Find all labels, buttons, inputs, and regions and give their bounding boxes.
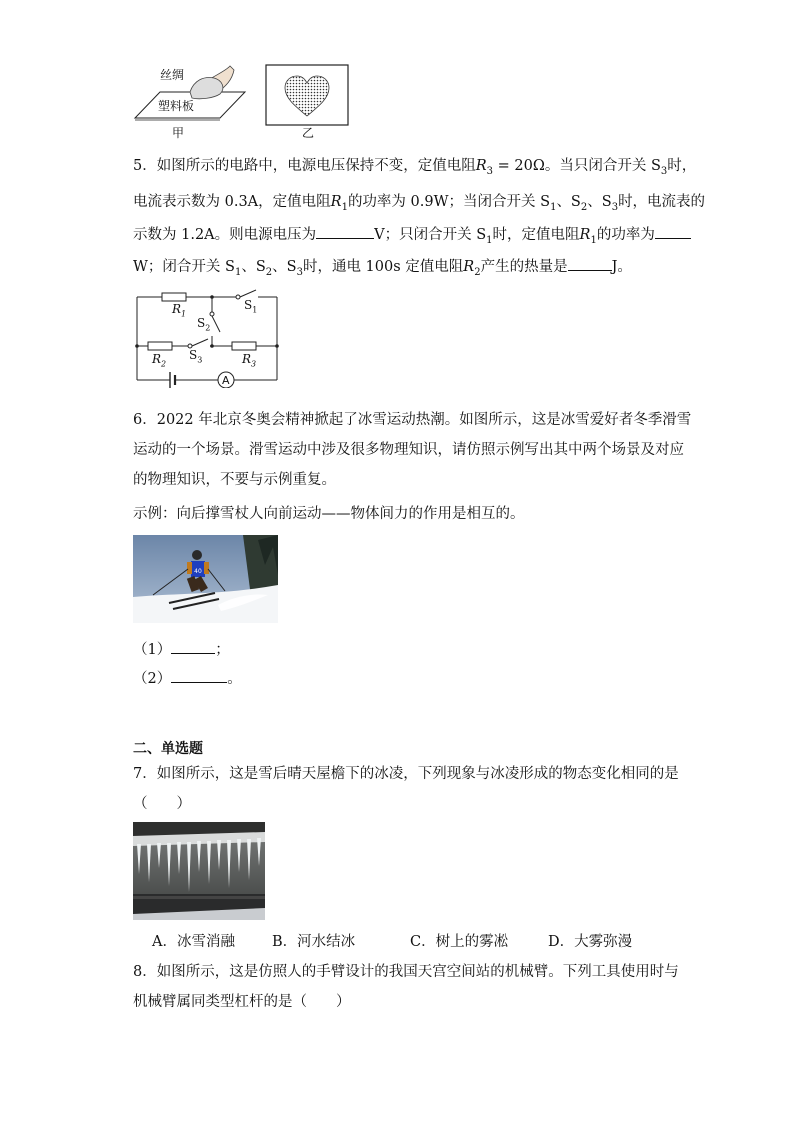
resistor-r2 — [148, 342, 172, 350]
label-ammeter: A — [222, 374, 230, 387]
skier-photo — [133, 535, 278, 623]
circuit-diagram — [132, 288, 282, 388]
q6-line-2: 运动的一个场景。滑雪运动中涉及很多物理知识，请仿照示例写出其中两个场景及对应 — [133, 442, 684, 458]
q6-answer-1: （1） ； — [133, 639, 230, 660]
q5-line-2: 电流表示数为 0.3A，定值电阻$R_1$的功率为 0.9W；当闭合开关 $S_1$、$S_2$、$S_3$时，电流表的 — [133, 194, 706, 213]
q5-line-3: 示数为 1.2A。则电源电压为 V；只闭合开关 $S_1$时，定值电阻$R_1$的功率为 — [133, 224, 691, 251]
q7-stem: 7．如图所示，这是雪后晴天屋檐下的冰凌，下列现象与冰凌形成的物态变化相同的是 — [133, 766, 679, 782]
figure-yi-heart — [265, 64, 349, 126]
q8-line-1: 8．如图所示，这是仿照人的手臂设计的我国天宫空间站的机械臂。下列工具使用时与 — [133, 964, 679, 980]
option-c[interactable]: C．树上的雾凇 — [410, 934, 509, 950]
option-d[interactable]: D．大雾弥漫 — [548, 934, 633, 950]
answer-blank-q6-2[interactable] — [171, 668, 227, 683]
label-s1: $S_1$ — [244, 298, 258, 315]
answer-blank-voltage[interactable] — [316, 224, 374, 239]
caption-yi: 乙 — [302, 126, 315, 140]
q7-paren: （ ） — [133, 796, 191, 812]
section-title-single-choice: 二、单选题 — [133, 741, 203, 757]
resistor-r3 — [232, 342, 256, 350]
option-a[interactable]: A．冰雪消融 — [152, 934, 235, 950]
q5-line-1: 5．如图所示的电路中，电源电压保持不变，定值电阻$R_3 = 20\Omega$。当只闭合开关 $S_3$时， — [133, 158, 697, 177]
skier-bib-number: 40 — [194, 568, 202, 575]
q6-example: 示例：向后撑雪杖人向前运动——物体间力的作用是相互的。 — [133, 506, 525, 522]
q8-line-2: 机械臂属同类型杠杆的是（ ） — [133, 994, 351, 1010]
label-r1: $R_1$ — [172, 302, 187, 319]
q6-line-1: 6．2022 年北京冬奥会精神掀起了冰雪运动热潮。如图所示，这是冰雪爱好者冬季滑雪 — [133, 412, 692, 428]
icicles-photo — [133, 822, 265, 920]
label-silk: 丝绸 — [160, 68, 185, 82]
q5-line-4: W；闭合开关 $S_1$、$S_2$、$S_3$时，通电 100s 定值电阻$R_2$产生的热量是 J。 — [133, 256, 632, 283]
answer-blank-q6-1[interactable] — [171, 639, 215, 654]
label-r2: $R_2$ — [152, 352, 167, 369]
label-plastic-board: 塑料板 — [158, 99, 195, 113]
switch-s1-contact — [236, 295, 240, 299]
q6-answer-2: （2） 。 — [133, 668, 242, 689]
label-s2: $S_2$ — [197, 316, 211, 333]
resistor-r1 — [162, 293, 186, 301]
caption-jia: 甲 — [172, 126, 185, 140]
option-b[interactable]: B．河水结冰 — [272, 934, 356, 950]
answer-blank-heat[interactable] — [568, 256, 612, 271]
label-r3: $R_3$ — [242, 352, 257, 369]
answer-blank-power[interactable] — [655, 224, 691, 239]
label-s3: $S_3$ — [189, 348, 203, 365]
switch-s2-contact — [210, 312, 214, 316]
q6-line-3: 的物理知识，不要与示例重复。 — [133, 472, 336, 488]
